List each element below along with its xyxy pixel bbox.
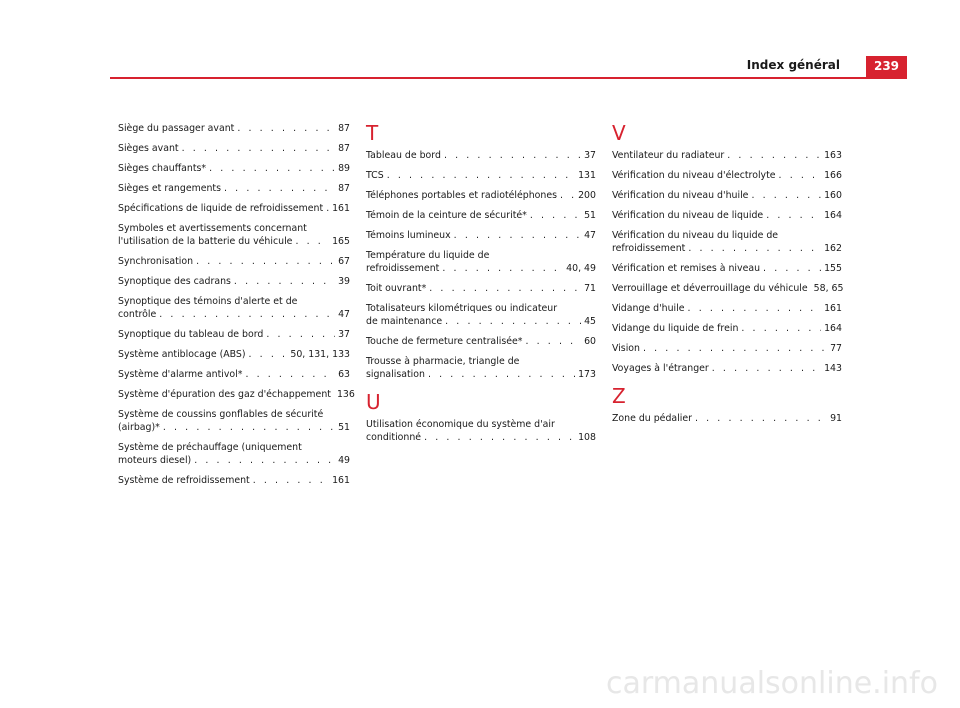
- index-entry: [366, 249, 596, 275]
- index-entry: [612, 302, 842, 315]
- leader-dots: [525, 335, 581, 348]
- entry-page: 131: [578, 170, 596, 181]
- section-letter: V: [612, 121, 626, 145]
- leader-dots: [424, 431, 575, 444]
- index-entry: [118, 441, 350, 467]
- index-entry: [366, 209, 596, 222]
- index-entry: [366, 302, 596, 328]
- index-entry: [118, 388, 355, 401]
- entry-term: conditionné: [366, 432, 422, 443]
- index-entry: [118, 222, 350, 248]
- index-entry: [612, 282, 842, 295]
- leader-dots: [763, 262, 821, 275]
- index-entry: [366, 335, 596, 348]
- entry-page: 49: [338, 455, 350, 466]
- entry-term: Voyages à l'étranger: [612, 363, 709, 374]
- leader-dots: [326, 202, 329, 215]
- leader-dots: [530, 209, 581, 222]
- index-entry: [118, 142, 350, 155]
- entry-term: Synchronisation: [118, 256, 194, 267]
- entry-term: Système d'épuration des gaz d'échappement: [118, 389, 331, 400]
- entry-term: Système antiblocage (ABS): [118, 349, 246, 360]
- entry-page: 58, 65: [813, 283, 844, 294]
- entry-term: Spécifications de liquide de refroidissement: [118, 203, 324, 214]
- leader-dots: [695, 412, 827, 425]
- index-entry: [118, 328, 350, 341]
- entry-term: Vérification et remises à niveau: [612, 263, 761, 274]
- entry-term: Touche de fermeture centralisée*: [366, 336, 523, 347]
- entry-term: Téléphones portables et radiotéléphones: [366, 190, 557, 201]
- leader-dots: [249, 348, 288, 361]
- entry-term: Tableau de bord: [366, 150, 441, 161]
- entry-page: 108: [578, 432, 596, 443]
- entry-term: Vidange du liquide de frein: [612, 323, 739, 334]
- index-entry: [118, 162, 350, 175]
- index-entry: [612, 189, 842, 202]
- leader-dots: [253, 474, 329, 487]
- index-entry: [118, 368, 350, 381]
- leader-dots: [442, 262, 563, 275]
- leader-dots: [688, 242, 821, 255]
- entry-term: Ventilateur du radiateur: [612, 150, 725, 161]
- entry-term: Siège du passager avant: [118, 123, 235, 134]
- entry-term: contrôle: [118, 309, 157, 320]
- section-letter: Z: [612, 384, 626, 408]
- entry-term: Vidange d'huile: [612, 303, 685, 314]
- entry-page: 51: [584, 210, 596, 221]
- index-entry: [366, 355, 596, 381]
- entry-page: 165: [332, 236, 350, 247]
- entry-term: Sièges avant: [118, 143, 179, 154]
- leader-dots: [560, 189, 575, 202]
- entry-page: 39: [338, 276, 350, 287]
- leader-dots: [643, 342, 827, 355]
- index-entry: [612, 169, 842, 182]
- index-entry: [366, 418, 596, 444]
- leader-dots: [727, 149, 821, 162]
- entry-term: moteurs diesel): [118, 455, 192, 466]
- leader-dots: [429, 282, 581, 295]
- entry-page: 47: [584, 230, 596, 241]
- index-column-2: [366, 120, 596, 451]
- entry-page: 162: [824, 243, 842, 254]
- index-entry: [118, 182, 350, 195]
- leader-dots: [266, 328, 335, 341]
- entry-page: 50, 131, 133: [290, 349, 350, 360]
- entry-page: 87: [338, 123, 350, 134]
- entry-page: 160: [824, 190, 842, 201]
- entry-page: 166: [824, 170, 842, 181]
- leader-dots: [234, 275, 335, 288]
- entry-term: refroidissement: [366, 263, 440, 274]
- entry-term: Utilisation économique du système d'air: [366, 419, 555, 430]
- index-entry: [366, 282, 596, 295]
- entry-page: 63: [338, 369, 350, 380]
- entry-page: 164: [824, 323, 842, 334]
- entry-page: 37: [338, 329, 350, 340]
- entry-page: 161: [332, 475, 350, 486]
- index-entry: [612, 322, 842, 335]
- index-entry: [118, 202, 350, 215]
- leader-dots: [751, 189, 821, 202]
- leader-dots: [196, 255, 335, 268]
- entry-term: Totalisateurs kilométriques ou indicateur: [366, 303, 558, 314]
- leader-dots: [741, 322, 821, 335]
- entry-term: refroidissement: [612, 243, 686, 254]
- entry-term: Synoptique du tableau de bord: [118, 329, 264, 340]
- section-letter: T: [366, 121, 379, 145]
- watermark: carmanualsonline.info: [606, 666, 938, 701]
- entry-page: 163: [824, 150, 842, 161]
- entry-term: Vérification du niveau de liquide: [612, 210, 764, 221]
- entry-term: Système d'alarme antivol*: [118, 369, 243, 380]
- leader-dots: [159, 308, 335, 321]
- leader-dots: [428, 368, 575, 381]
- leader-dots: [237, 122, 335, 135]
- entry-page: 37: [584, 150, 596, 161]
- index-column-3: [612, 120, 842, 432]
- leader-dots: [766, 209, 821, 222]
- entry-page: 87: [338, 183, 350, 194]
- section-letter: U: [366, 390, 381, 414]
- entry-term: de maintenance: [366, 316, 443, 327]
- entry-page: 77: [830, 343, 842, 354]
- entry-page: 164: [824, 210, 842, 221]
- entry-term: Sièges et rangements: [118, 183, 221, 194]
- leader-dots: [445, 315, 581, 328]
- index-entry: [612, 362, 842, 375]
- leader-dots: [209, 162, 335, 175]
- index-entry: [366, 229, 596, 242]
- entry-term: Vision: [612, 343, 640, 354]
- index-column-1: [118, 122, 355, 494]
- leader-dots: [163, 421, 335, 434]
- entry-page: 60: [584, 336, 596, 347]
- entry-term: Témoin de la ceinture de sécurité*: [366, 210, 527, 221]
- running-header-title: Index général: [746, 58, 840, 72]
- entry-term: Symboles et avertissements concernant: [118, 223, 307, 234]
- index-entry: [118, 408, 350, 434]
- leader-dots: [387, 169, 575, 182]
- leader-dots: [444, 149, 581, 162]
- index-entry: [118, 275, 350, 288]
- entry-term: Température du liquide de: [366, 250, 490, 261]
- leader-dots: [779, 169, 822, 182]
- index-entry: [366, 189, 596, 202]
- entry-term: Toit ouvrant*: [366, 283, 427, 294]
- entry-page: 45: [584, 316, 596, 327]
- index-entry: [118, 474, 350, 487]
- entry-page: 173: [578, 369, 596, 380]
- index-entry: [612, 342, 842, 355]
- entry-term: Système de coussins gonflables de sécurité: [118, 409, 324, 420]
- leader-dots: [224, 182, 335, 195]
- entry-page: 67: [338, 256, 350, 267]
- entry-term: Zone du pédalier: [612, 413, 692, 424]
- entry-term: TCS: [366, 170, 384, 181]
- entry-page: 91: [830, 413, 842, 424]
- index-entry: [612, 209, 842, 222]
- index-entry: [366, 169, 596, 182]
- index-entry: [612, 412, 842, 425]
- index-entry: [612, 229, 842, 255]
- entry-page: 136: [336, 389, 355, 400]
- leader-dots: [295, 235, 329, 248]
- index-entry: [118, 295, 350, 321]
- entry-term: Sièges chauffants*: [118, 163, 207, 174]
- entry-term: Vérification du niveau d'électrolyte: [612, 170, 776, 181]
- index-entry: [118, 122, 350, 135]
- leader-dots: [182, 142, 336, 155]
- entry-page: 143: [824, 363, 842, 374]
- entry-term: (airbag)*: [118, 422, 160, 433]
- entry-page: 71: [584, 283, 596, 294]
- index-entry: [366, 149, 596, 162]
- leader-dots: [712, 362, 821, 375]
- entry-page: 40, 49: [566, 263, 596, 274]
- entry-page: 47: [338, 309, 350, 320]
- index-entry: [118, 348, 350, 361]
- entry-term: Système de préchauffage (uniquement: [118, 442, 302, 453]
- entry-page: 200: [578, 190, 596, 201]
- leader-dots: [245, 368, 335, 381]
- entry-page: 161: [332, 203, 350, 214]
- entry-page: 87: [338, 143, 350, 154]
- entry-term: Synoptique des cadrans: [118, 276, 231, 287]
- page-number: 239: [866, 56, 907, 77]
- entry-term: Vérification du niveau d'huile: [612, 190, 749, 201]
- entry-page: 161: [824, 303, 842, 314]
- leader-dots: [194, 454, 335, 467]
- entry-term: Trousse à pharmacie, triangle de: [366, 356, 520, 367]
- header-rule: [110, 77, 907, 79]
- entry-term: Verrouillage et déverrouillage du véhicule: [612, 283, 808, 294]
- entry-page: 89: [338, 163, 350, 174]
- entry-term: Synoptique des témoins d'alerte et de: [118, 296, 298, 307]
- entry-term: Système de refroidissement: [118, 475, 250, 486]
- index-entry: [118, 255, 350, 268]
- entry-term: signalisation: [366, 369, 425, 380]
- leader-dots: [454, 229, 581, 242]
- entry-term: l'utilisation de la batterie du véhicule: [118, 236, 293, 247]
- index-entry: [612, 149, 842, 162]
- index-entry: [612, 262, 842, 275]
- entry-page: 155: [824, 263, 842, 274]
- entry-page: 51: [338, 422, 350, 433]
- entry-term: Témoins lumineux: [366, 230, 451, 241]
- leader-dots: [688, 302, 822, 315]
- entry-term: Vérification du niveau du liquide de: [612, 230, 779, 241]
